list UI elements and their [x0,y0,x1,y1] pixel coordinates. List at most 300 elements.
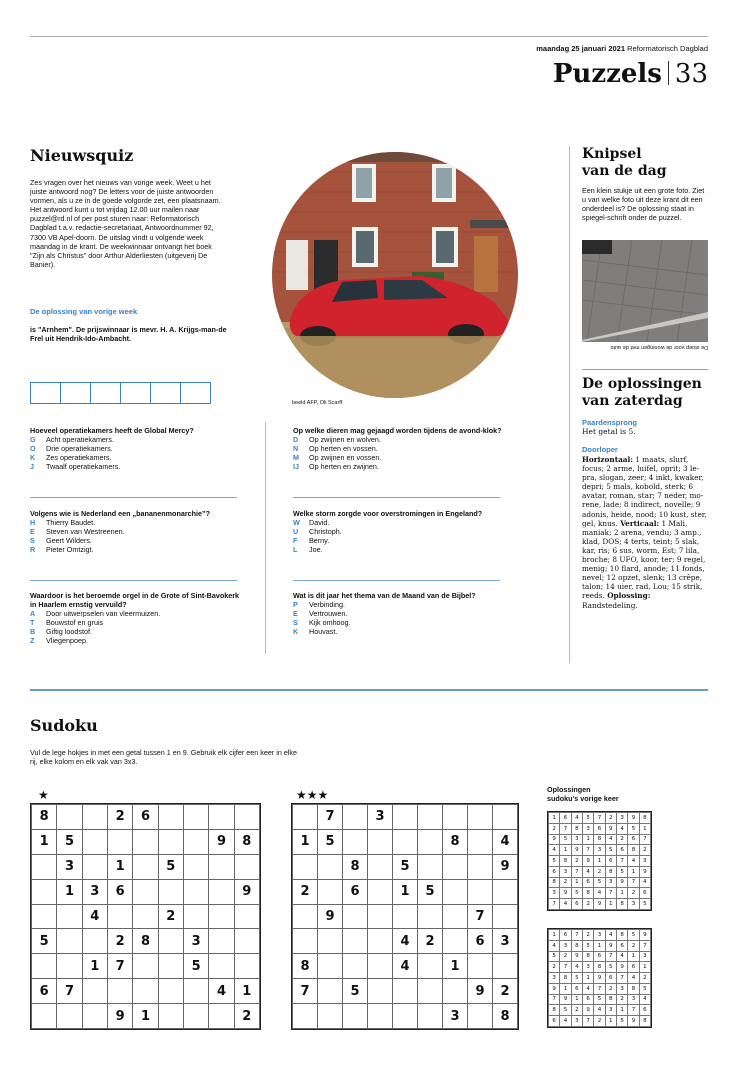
sudoku-cell[interactable]: 5 [318,829,343,854]
sudoku-cell[interactable]: 9 [318,904,343,929]
answer-option[interactable]: D Op zwijnen en wolven. [293,435,381,444]
easy-stars: ★ [38,788,49,802]
sudoku-cell: 1 [594,856,605,867]
sudoku-cell[interactable] [158,805,183,830]
sudoku-cell: 3 [582,962,593,973]
sudoku-cell[interactable] [368,829,393,854]
answer-option[interactable]: H Thierry Baudet. [30,518,96,527]
answer-box[interactable] [30,382,61,404]
sudoku-cell[interactable]: 3 [183,929,208,954]
question-3 [30,509,240,554]
sudoku-cell[interactable] [368,929,393,954]
answer-box[interactable] [90,382,121,404]
sudoku-cell[interactable]: 9 [107,1004,132,1029]
sudoku-cell[interactable] [183,805,208,830]
sudoku-cell[interactable]: 6 [133,805,158,830]
sudoku-cell[interactable] [133,904,158,929]
sudoku-cell: 6 [582,877,593,888]
sudoku-cell[interactable]: 5 [343,979,368,1004]
sudoku-cell[interactable] [293,854,318,879]
sudoku-cell: 3 [605,1005,616,1016]
sudoku-cell: 2 [582,930,593,941]
sudoku-cell[interactable] [493,879,518,904]
sudoku-cell[interactable] [443,979,468,1004]
sudoku-cell: 9 [582,856,593,867]
sudoku-cell[interactable] [318,929,343,954]
sudoku-cell[interactable] [493,904,518,929]
sudoku-cell[interactable]: 2 [107,805,132,830]
sudoku-cell: 4 [571,813,582,824]
sudoku-cell: 4 [582,866,593,877]
sudoku-cell[interactable] [393,979,418,1004]
sudoku-cell: 8 [628,845,639,856]
sudoku-cell: 7 [549,899,560,910]
sudoku-cell: 6 [616,845,627,856]
sudoku-cell: 6 [605,973,616,984]
sudoku-cell: 6 [639,1005,650,1016]
sudoku-cell: 1 [628,866,639,877]
sudoku-cell: 8 [605,994,616,1005]
sudoku-cell[interactable]: 7 [57,979,82,1004]
sudoku-cell[interactable]: 6 [107,879,132,904]
answer-option[interactable]: T Bouwstof en gruis [30,618,104,627]
sudoku-cell[interactable]: 8 [443,829,468,854]
sudoku-cell[interactable] [468,854,493,879]
sudoku-cell: 9 [628,1016,639,1027]
sudoku-cell[interactable]: 5 [183,954,208,979]
sudoku-cell[interactable]: 8 [343,854,368,879]
sudoku-cell[interactable]: 4 [82,904,107,929]
sudoku-cell[interactable] [468,954,493,979]
sudoku-cell: 2 [560,951,571,962]
sudoku-cell: 5 [639,899,650,910]
sudoku-cell: 3 [616,813,627,824]
sudoku-cell: 2 [594,866,605,877]
sudoku-cell: 9 [639,866,650,877]
sudoku-cell[interactable] [468,829,493,854]
sudoku-cell: 4 [594,888,605,899]
sudoku-cell[interactable]: 4 [493,829,518,854]
sudoku-cell[interactable] [183,854,208,879]
answer-option[interactable]: O Drie operatiekamers. [30,444,113,453]
sudoku-cell[interactable] [234,854,259,879]
sudoku-cell[interactable] [443,805,468,830]
sudoku-cell[interactable]: 4 [393,954,418,979]
sudoku-cell: 1 [616,1005,627,1016]
sudoku-cell[interactable] [343,904,368,929]
sudoku-cell[interactable]: 5 [57,829,82,854]
sudoku-cell[interactable] [158,979,183,1004]
sudoku-cell[interactable] [343,929,368,954]
sudoku-cell[interactable]: 1 [234,979,259,1004]
sudoku-cell[interactable] [234,805,259,830]
sudoku-cell[interactable] [468,879,493,904]
header-date: maandag 25 januari 2021 [536,44,626,53]
sudoku-cell: 7 [594,813,605,824]
answer-boxes[interactable] [30,382,210,409]
sudoku-cell[interactable]: 3 [82,879,107,904]
sudoku-cell[interactable]: 5 [418,879,443,904]
sudoku-cell[interactable] [318,854,343,879]
sudoku-cell[interactable] [443,879,468,904]
sudoku-cell[interactable] [107,829,132,854]
question-2 [293,426,503,471]
sudoku-cell: 2 [616,994,627,1005]
sudoku-cell: 2 [639,973,650,984]
sudoku-cell: 9 [628,813,639,824]
sudoku-cell[interactable]: 5 [158,854,183,879]
page-heading [553,58,708,90]
news-photo [272,152,518,398]
sudoku-cell[interactable] [183,904,208,929]
sudoku-cell[interactable]: 2 [158,904,183,929]
sudoku-cell[interactable] [393,805,418,830]
solutions-title: Oplossingen sudoku's vorige keer [547,785,619,803]
solution-heading: De oplossing van vorige week [30,307,138,316]
sudoku-cell[interactable]: 2 [234,1004,259,1029]
sudoku-cell[interactable] [318,954,343,979]
sudoku-cell[interactable]: 8 [293,954,318,979]
sudoku-cell: 4 [605,834,616,845]
knipsel-image [582,240,708,342]
sudoku-cell: 3 [628,994,639,1005]
sudoku-cell: 8 [594,834,605,845]
sudoku-cell[interactable] [368,904,393,929]
sudoku-cell[interactable] [133,829,158,854]
sudoku-cell[interactable] [418,904,443,929]
sudoku-cell: 8 [549,877,560,888]
sudoku-cell: 1 [571,994,582,1005]
answer-option[interactable]: L Joe. [293,545,323,554]
question-5 [30,591,240,645]
sudoku-cell[interactable] [209,805,234,830]
sudoku-cell[interactable] [57,904,82,929]
answer-box[interactable] [180,382,211,404]
sudoku-cell[interactable] [82,854,107,879]
sudoku-cell[interactable]: 7 [107,954,132,979]
sudoku-cell: 5 [616,866,627,877]
sudoku-cell: 8 [639,813,650,824]
sudoku-cell[interactable] [234,929,259,954]
sudoku-cell[interactable] [32,854,57,879]
sudoku-cell[interactable]: 4 [393,929,418,954]
sudoku-cell[interactable]: 1 [443,954,468,979]
sudoku-cell: 5 [628,930,639,941]
sudoku-cell: 8 [628,983,639,994]
answer-option[interactable]: G Acht operatiekamers. [30,435,114,444]
sudoku-cell[interactable] [293,805,318,830]
sudoku-cell[interactable]: 1 [133,1004,158,1029]
sudoku-cell: 4 [639,994,650,1005]
sudoku-cell: 2 [605,983,616,994]
sudoku-cell[interactable]: 7 [468,904,493,929]
sudoku-cell: 6 [639,888,650,899]
sudoku-cell[interactable]: 3 [368,805,393,830]
sudoku-cell[interactable]: 1 [32,829,57,854]
sudoku-cell[interactable] [368,854,393,879]
sudoku-cell[interactable]: 9 [209,829,234,854]
sudoku-cell[interactable] [57,954,82,979]
sudoku-cell[interactable] [32,1004,57,1029]
sudoku-cell[interactable]: 2 [493,979,518,1004]
answer-option[interactable]: R Pieter Omtzigt. [30,545,94,554]
sudoku-cell: 9 [582,1005,593,1016]
answer-option[interactable]: S Kijk omhoog. [293,618,351,627]
sudoku-cell: 1 [628,951,639,962]
sudoku-cell: 4 [639,877,650,888]
sudoku-cell: 3 [605,877,616,888]
sudoku-cell[interactable] [368,879,393,904]
sudoku-cell: 8 [582,888,593,899]
sudoku-cell[interactable]: 1 [107,854,132,879]
oplossingen-title: De oplossingen van zaterdag [582,376,702,409]
sudoku-cell: 9 [594,899,605,910]
sudoku-cell: 4 [628,973,639,984]
sudoku-cell[interactable] [343,805,368,830]
sudoku-cell: 9 [549,983,560,994]
sudoku-cell: 3 [594,930,605,941]
answer-option[interactable]: E Vertrouwen. [293,609,348,618]
answer-box[interactable] [120,382,151,404]
answer-option[interactable]: P Verbinding. [293,600,345,609]
sudoku-cell[interactable]: 4 [209,979,234,1004]
answer-option[interactable]: S Geert Wilders. [30,536,92,545]
sudoku-cell[interactable]: 2 [107,929,132,954]
sudoku-cell[interactable]: 9 [468,979,493,1004]
answer-option[interactable]: U Christoph. [293,527,342,536]
sudoku-cell[interactable] [32,879,57,904]
sudoku-cell[interactable] [158,929,183,954]
answer-option[interactable]: A Door uitwerpselen van vleermuizen. [30,609,161,618]
sudoku-cell[interactable] [82,929,107,954]
sudoku-cell[interactable] [32,954,57,979]
sudoku-cell: 7 [594,983,605,994]
sudoku-hard-grid[interactable] [291,803,519,1030]
sudoku-cell[interactable] [183,979,208,1004]
sudoku-cell[interactable] [82,829,107,854]
answer-option[interactable]: IJ Op herten en zwijnen. [293,462,379,471]
answer-option[interactable]: Z Vliegenpoep. [30,636,88,645]
sudoku-cell: 5 [594,877,605,888]
sudoku-cell[interactable] [343,1004,368,1029]
sudoku-cell: 1 [571,877,582,888]
sudoku-cell[interactable] [393,829,418,854]
sudoku-cell[interactable] [368,954,393,979]
sudoku-cell: 6 [571,899,582,910]
sudoku-cell[interactable] [318,979,343,1004]
sudoku-cell: 6 [628,962,639,973]
knipsel-mirror-caption: De stoep voor de woningen met de auto [610,344,708,350]
sudoku-cell[interactable] [82,1004,107,1029]
answer-option[interactable]: B Giftig loodstof. [30,627,92,636]
sudoku-cell: 2 [571,1005,582,1016]
sudoku-cell[interactable] [209,879,234,904]
sudoku-cell: 2 [571,856,582,867]
sudoku-cell[interactable]: 8 [32,805,57,830]
answer-box[interactable] [150,382,181,404]
sudoku-cell[interactable] [183,1004,208,1029]
answer-option[interactable]: F Berny. [293,536,330,545]
sudoku-cell: 7 [571,866,582,877]
sudoku-cell[interactable] [368,1004,393,1029]
sudoku-cell[interactable] [343,829,368,854]
sudoku-cell[interactable]: 6 [468,929,493,954]
sudoku-cell[interactable] [393,1004,418,1029]
sudoku-cell[interactable] [318,1004,343,1029]
answer-option[interactable]: M Op zwijnen en vossen. [293,453,382,462]
sudoku-cell[interactable] [209,954,234,979]
sudoku-cell[interactable]: 1 [293,829,318,854]
answer-option[interactable]: N Op herten en vossen. [293,444,378,453]
sudoku-cell: 5 [605,962,616,973]
answer-option[interactable]: E Steven van Westreenen. [30,527,125,536]
sudoku-cell: 6 [549,1016,560,1027]
sudoku-cell[interactable]: 8 [493,1004,518,1029]
sudoku-cell[interactable] [318,879,343,904]
sudoku-cell: 3 [549,888,560,899]
sudoku-cell[interactable]: 1 [57,879,82,904]
sudoku-cell: 1 [560,983,571,994]
sudoku-cell[interactable] [418,979,443,1004]
sudoku-cell[interactable] [57,929,82,954]
sudoku-cell[interactable]: 6 [32,979,57,1004]
sudoku-cell: 2 [628,940,639,951]
sudoku-cell[interactable] [133,954,158,979]
header-date-line [536,44,708,53]
sudoku-cell[interactable] [443,904,468,929]
sudoku-cell[interactable]: 2 [293,879,318,904]
sudoku-cell: 1 [605,899,616,910]
sudoku-cell[interactable] [368,979,393,1004]
sudoku-cell[interactable] [82,805,107,830]
sudoku-cell: 8 [605,866,616,877]
sudoku-cell[interactable]: 6 [343,879,368,904]
answer-option[interactable]: K Houvast. [293,627,338,636]
sudoku-cell[interactable] [234,954,259,979]
sudoku-cell: 8 [560,973,571,984]
sudoku-cell[interactable] [158,1004,183,1029]
sudoku-cell[interactable] [82,979,107,1004]
sudoku-cell: 5 [549,951,560,962]
page-number: 33 [674,59,708,89]
sudoku-cell[interactable]: 2 [418,929,443,954]
answer-option[interactable]: W David. [293,518,330,527]
sudoku-cell[interactable] [418,1004,443,1029]
answer-option[interactable]: K Zes operatiekamers. [30,453,112,462]
sudoku-cell[interactable]: 3 [57,854,82,879]
sudoku-cell: 4 [616,951,627,962]
sudoku-cell[interactable] [393,904,418,929]
sudoku-cell[interactable]: 5 [393,854,418,879]
sudoku-cell[interactable] [158,954,183,979]
sudoku-cell[interactable] [158,829,183,854]
sudoku-cell: 4 [571,962,582,973]
answer-option[interactable]: J Twaalf operatiekamers. [30,462,121,471]
question-4 [293,509,503,554]
sudoku-cell[interactable]: 5 [32,929,57,954]
sudoku-cell: 5 [571,973,582,984]
sudoku-cell: 9 [605,940,616,951]
sudoku-cell[interactable] [234,904,259,929]
sudoku-cell: 1 [582,973,593,984]
sudoku-cell: 7 [549,994,560,1005]
sudoku-cell[interactable]: 9 [493,854,518,879]
sudoku-cell[interactable]: 8 [234,829,259,854]
sudoku-cell: 2 [616,834,627,845]
sudoku-cell[interactable]: 1 [82,954,107,979]
sudoku-cell: 7 [605,951,616,962]
sudoku-cell[interactable]: 8 [133,929,158,954]
sudoku-cell: 6 [594,823,605,834]
sudoku-cell[interactable] [183,879,208,904]
sudoku-cell[interactable] [493,954,518,979]
sudoku-cell: 9 [639,930,650,941]
solution-grid-1 [547,811,652,911]
sudoku-easy-grid[interactable] [30,803,261,1030]
sudoku-cell[interactable] [443,929,468,954]
sudoku-cell[interactable] [209,929,234,954]
sudoku-cell: 7 [639,834,650,845]
sudoku-cell[interactable]: 3 [493,929,518,954]
knipsel-title: Knipsel van de dag [582,146,667,179]
sudoku-cell[interactable] [133,879,158,904]
sudoku-cell: 2 [639,845,650,856]
sudoku-cell: 3 [560,866,571,877]
sudoku-cell: 7 [628,877,639,888]
sudoku-cell[interactable] [343,954,368,979]
sudoku-cell: 3 [560,940,571,951]
sudoku-cell[interactable]: 3 [443,1004,468,1029]
sudoku-cell[interactable] [183,829,208,854]
sudoku-cell[interactable] [293,929,318,954]
sudoku-cell[interactable] [468,1004,493,1029]
sudoku-cell: 4 [560,1016,571,1027]
sudoku-cell[interactable] [493,805,518,830]
sudoku-cell[interactable] [209,854,234,879]
sudoku-cell[interactable] [293,904,318,929]
sudoku-cell[interactable] [468,805,493,830]
sudoku-cell: 7 [639,940,650,951]
sudoku-cell[interactable] [443,854,468,879]
sudoku-cell[interactable] [418,829,443,854]
sudoku-title: Sudoku [30,716,98,735]
paardensprong-heading: Paardensprong [582,418,638,427]
sudoku-cell: 7 [628,1005,639,1016]
sudoku-cell: 4 [582,983,593,994]
sudoku-cell: 1 [560,845,571,856]
sudoku-cell[interactable]: 9 [234,879,259,904]
sudoku-cell[interactable]: 7 [318,805,343,830]
sudoku-cell[interactable] [418,854,443,879]
sudoku-cell[interactable] [32,904,57,929]
sudoku-cell[interactable] [133,979,158,1004]
sudoku-cell[interactable] [133,854,158,879]
sudoku-cell[interactable] [57,1004,82,1029]
sudoku-cell[interactable] [107,979,132,1004]
sudoku-cell[interactable]: 7 [293,979,318,1004]
sudoku-cell[interactable] [158,879,183,904]
sudoku-cell[interactable] [107,904,132,929]
sudoku-cell[interactable] [209,1004,234,1029]
sudoku-cell[interactable] [418,805,443,830]
sudoku-cell: 8 [594,962,605,973]
sudoku-cell[interactable] [209,904,234,929]
sudoku-cell[interactable] [57,805,82,830]
sudoku-cell[interactable] [418,954,443,979]
sudoku-cell[interactable] [293,1004,318,1029]
sudoku-cell[interactable]: 1 [393,879,418,904]
answer-box[interactable] [60,382,91,404]
